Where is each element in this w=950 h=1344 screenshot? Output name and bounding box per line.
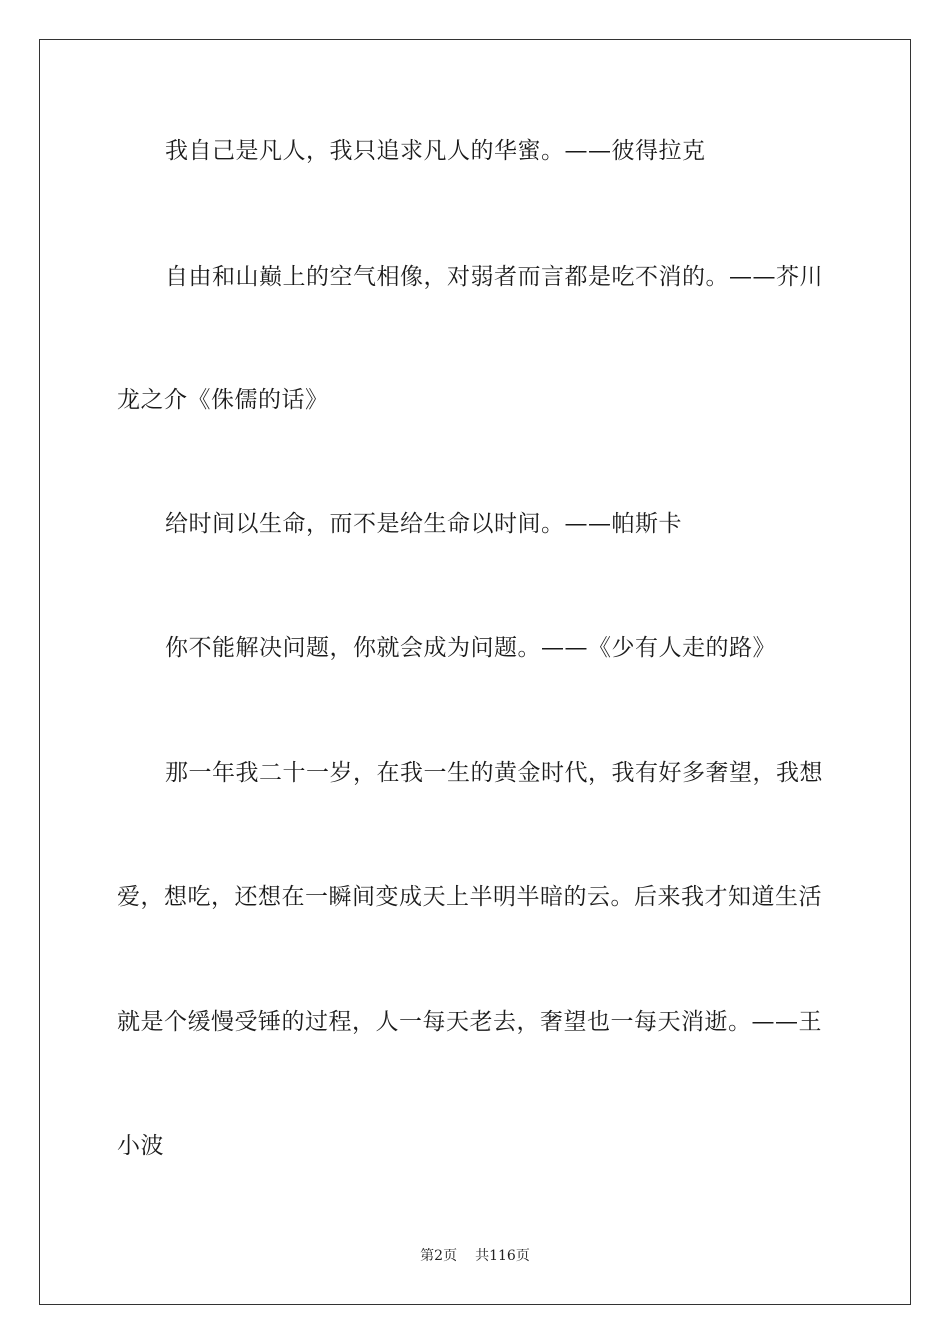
page-total: 共116页 bbox=[475, 1248, 530, 1264]
quote-wang-xiaobo-line-1: 那一年我二十一岁，在我一生的黄金时代，我有好多奢望，我想 bbox=[165, 760, 823, 786]
quote-petrarch: 我自己是凡人，我只追求凡人的华蜜。——彼得拉克 bbox=[165, 138, 706, 164]
page-footer bbox=[0, 1246, 950, 1266]
page-frame bbox=[39, 39, 911, 1305]
quote-wang-xiaobo-line-4: 小波 bbox=[117, 1133, 164, 1159]
quote-akutagawa-line-1: 自由和山巅上的空气相像，对弱者而言都是吃不消的。——芥川 bbox=[165, 264, 823, 290]
page-number: 第2页 bbox=[420, 1248, 458, 1264]
quote-pascal: 给时间以生命，而不是给生命以时间。——帕斯卡 bbox=[165, 511, 682, 537]
quote-akutagawa-line-2: 龙之介《侏儒的话》 bbox=[117, 387, 329, 413]
quote-wang-xiaobo-line-2: 爱，想吃，还想在一瞬间变成天上半明半暗的云。后来我才知道生活 bbox=[117, 884, 822, 910]
quote-road-less-traveled: 你不能解决问题，你就会成为问题。——《少有人走的路》 bbox=[165, 635, 776, 661]
quote-wang-xiaobo-line-3: 就是个缓慢受锤的过程，人一每天老去，奢望也一每天消逝。——王 bbox=[117, 1009, 822, 1035]
